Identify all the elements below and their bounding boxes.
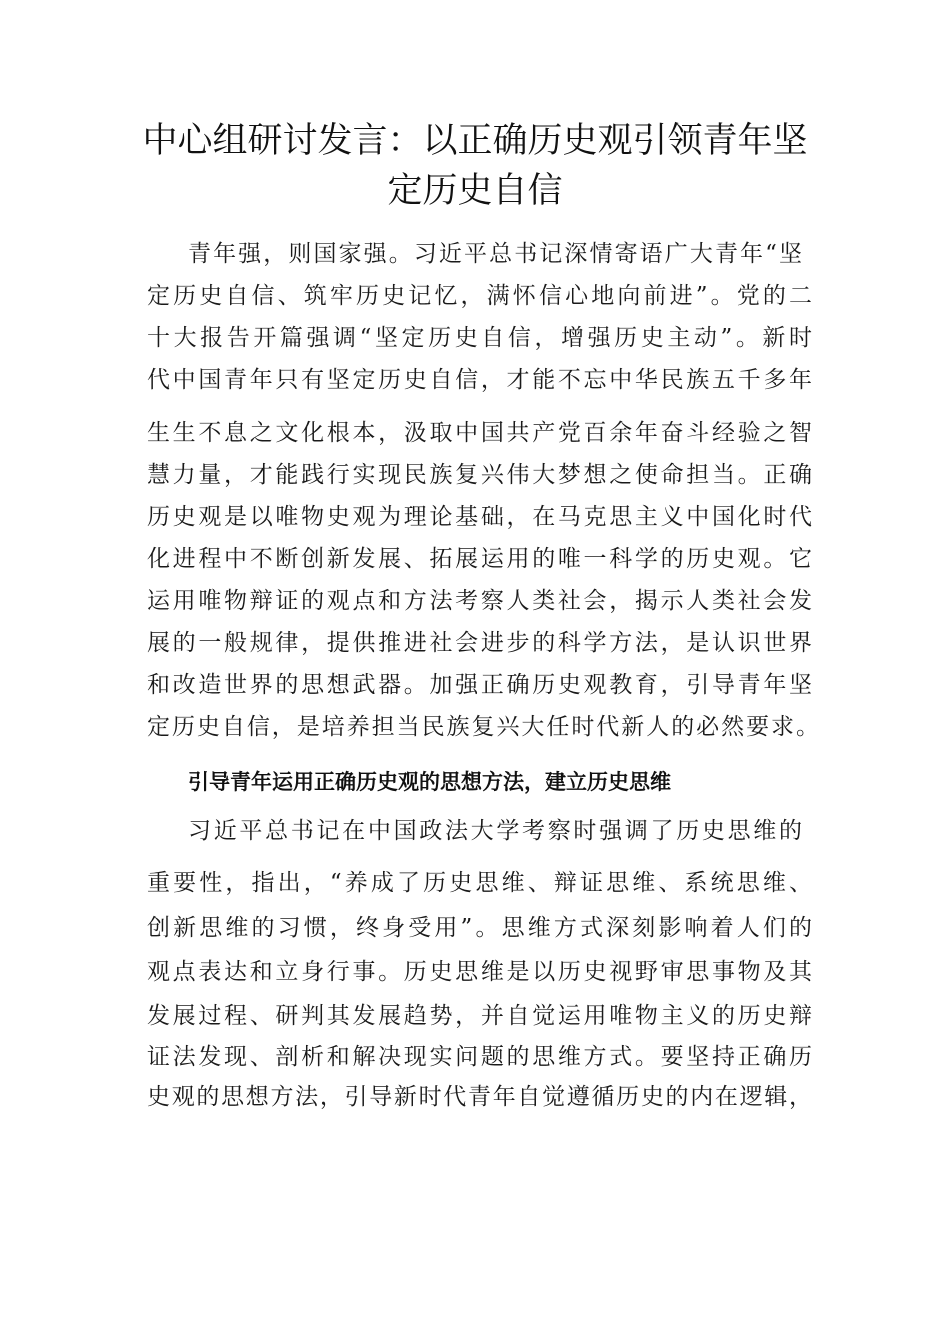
paragraph-line: 创新思维的习惯，终身受用”。思维方式深刻影响着人们的	[147, 915, 812, 941]
title-line-2: 定历史自信	[387, 171, 563, 211]
paragraph-line: 慧力量，才能践行实现民族复兴伟大梦想之使命担当。正确	[147, 462, 812, 488]
paragraph-line: 十大报告开篇强调“坚定历史自信，增强历史主动”。新时	[147, 325, 812, 351]
paragraph-line: 生生不息之文化根本，汲取中国共产党百余年奋斗经验之智	[147, 420, 812, 446]
paragraph-line: 定历史自信，是培养担当民族复兴大任时代新人的必然要求。	[147, 714, 819, 740]
paragraph-line: 和改造世界的思想武器。加强正确历史观教育，引导青年坚	[147, 672, 812, 698]
paragraph-line: 发展过程、研判其发展趋势，并自觉运用唯物主义的历史辩	[147, 1003, 812, 1029]
paragraph-line: 定历史自信、筑牢历史记忆，满怀信心地向前进”。党的二	[147, 283, 812, 309]
paragraph-line: 代中国青年只有坚定历史自信，才能不忘中华民族五千多年	[147, 367, 812, 393]
paragraph-line: 习近平总书记在中国政法大学考察时强调了历史思维的	[188, 818, 802, 844]
paragraph-line: 运用唯物辩证的观点和方法考察人类社会，揭示人类社会发	[147, 588, 812, 614]
title-line-1: 中心组研讨发言：以正确历史观引领青年坚	[142, 121, 808, 161]
paragraph-line: 证法发现、剖析和解决现实问题的思维方式。要坚持正确历	[147, 1044, 812, 1070]
paragraph-line: 史观的思想方法，引导新时代青年自觉遵循历史的内在逻辑，	[147, 1084, 812, 1110]
document-title	[140, 116, 810, 216]
paragraph-line: 历史观是以唯物史观为理论基础，在马克思主义中国化时代	[147, 504, 812, 530]
paragraph-line: 青年强，则国家强。习近平总书记深情寄语广大青年“坚	[188, 241, 802, 267]
paragraph-line: 观点表达和立身行事。历史思维是以历史视野审思事物及其	[147, 959, 812, 985]
paragraph-line: 化进程中不断创新发展、拓展运用的唯一科学的历史观。它	[147, 546, 812, 572]
paragraph-line: 重要性，指出，“养成了历史思维、辩证思维、系统思维、	[147, 870, 812, 896]
paragraph-line: 展的一般规律，提供推进社会进步的科学方法，是认识世界	[147, 630, 812, 656]
section-heading: 引导青年运用正确历史观的思想方法，建立历史思维	[188, 770, 671, 794]
